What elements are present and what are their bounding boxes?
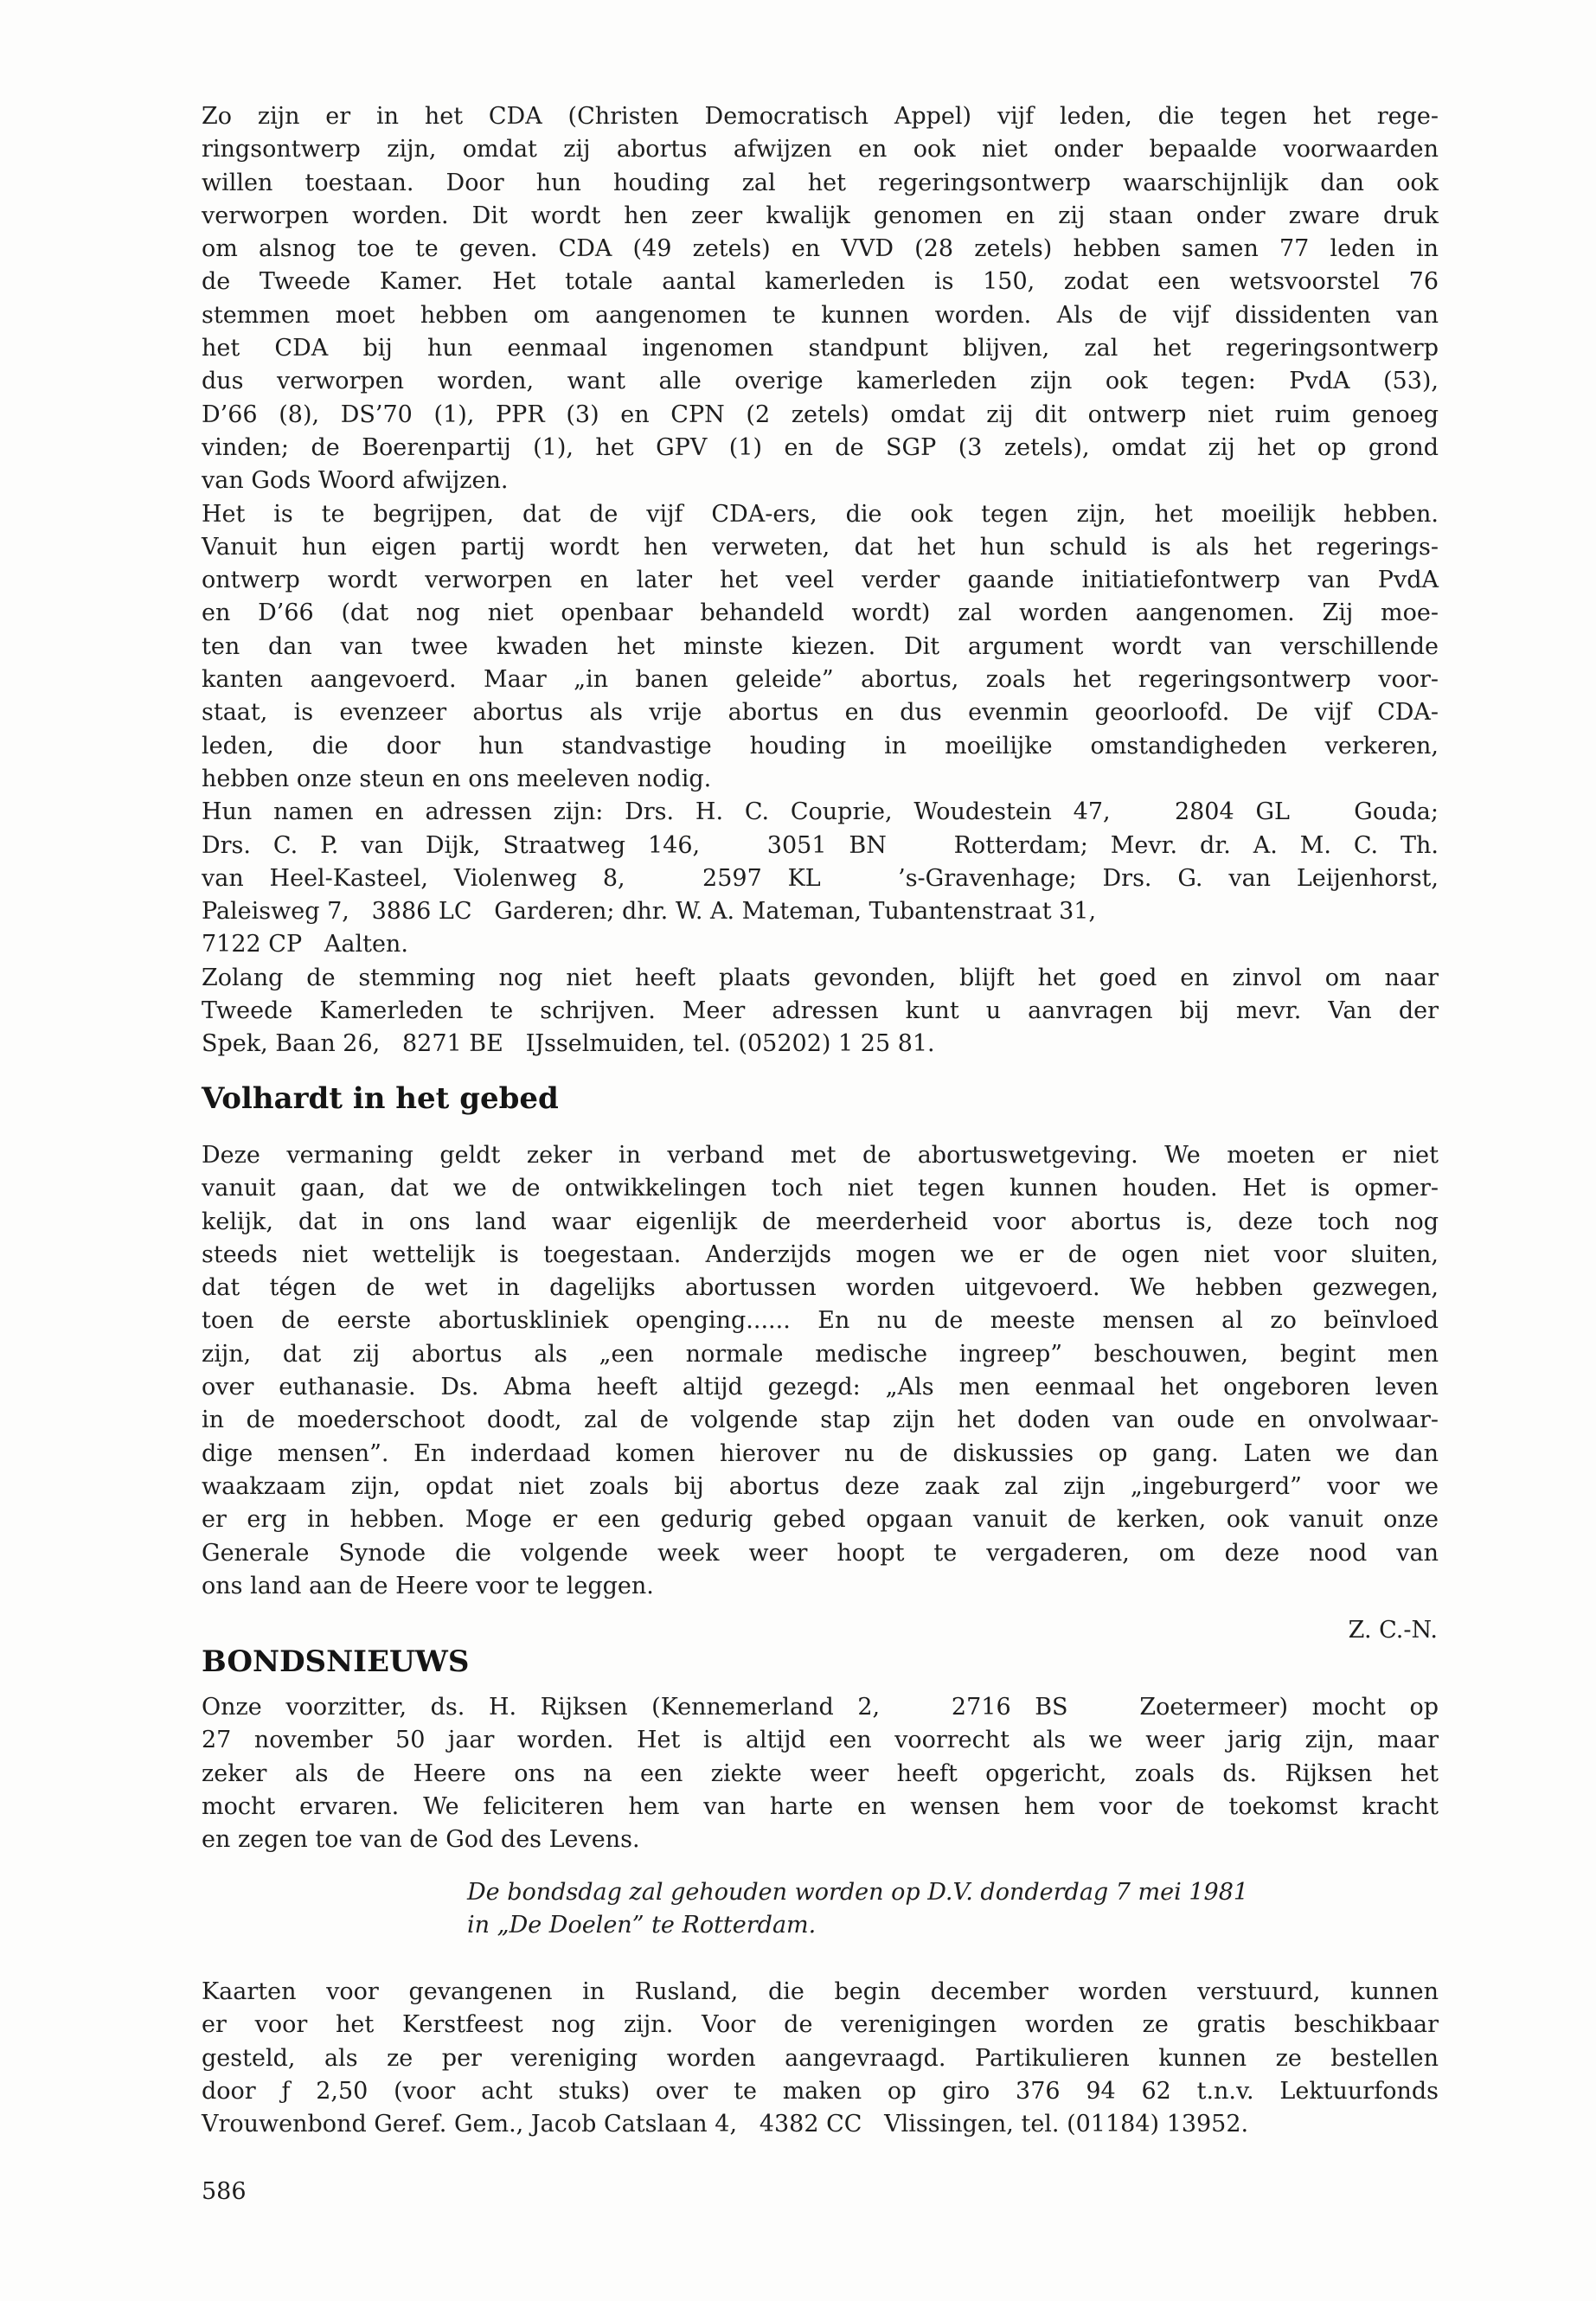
text-line: Generale Synode die volgende week weer hoopt te vergaderen, om deze nood van xyxy=(202,1539,1439,1567)
text-line: ten dan van twee kwaden het minste kiezen. Dit argument wordt van verschillende xyxy=(202,632,1439,660)
text-line: van Gods Woord afwijzen. xyxy=(202,467,509,495)
text-line: toen de eerste abortuskliniek openging...... En nu de meeste mensen al zo beïnvloed xyxy=(202,1307,1439,1335)
text-line: hebben onze steun en ons meeleven nodig. xyxy=(202,765,712,792)
text-line: mocht ervaren. We feliciteren hem van harte en wensen hem voor de toekomst kracht xyxy=(202,1792,1439,1820)
text-line: ontwerp wordt verworpen en later het veel verder gaande initiatiefontwerp van PvdA xyxy=(202,567,1439,594)
page-number: 586 xyxy=(202,2178,247,2205)
volhardt-body xyxy=(202,1139,1439,1603)
text-line: vanuit gaan, dat we de ontwikkelingen toch niet tegen kunnen houden. Het is opmer- xyxy=(202,1175,1439,1202)
text-line: Deze vermaning geldt zeker in verband met de abortuswetgeving. We moeten er niet xyxy=(202,1142,1439,1169)
text-line: Paleisweg 7, 3886 LC Garderen; dhr. W. A. Mateman, Tubantenstraat 31, xyxy=(202,898,1097,926)
text-line: 27 november 50 jaar worden. Het is altijd een voorrecht als we weer jarig zijn, maar xyxy=(202,1727,1439,1754)
text-line: zijn, dat zij abortus als „een normale medische ingreep” beschouwen, begint men xyxy=(202,1340,1439,1368)
text-line: Het is te begrijpen, dat de vijf CDA-ers, die ook tegen zijn, het moeilijk hebben. xyxy=(202,500,1439,528)
text-line: Tweede Kamerleden te schrijven. Meer adressen kunt u aanvragen bij mevr. Van der xyxy=(202,997,1439,1025)
text-line: en zegen toe van de God des Levens. xyxy=(202,1826,640,1854)
text-line: waakzaam zijn, opdat niet zoals bij abortus deze zaak zal zijn „ingeburgerd” voor we xyxy=(202,1472,1439,1500)
text-line: dige mensen”. En inderdaad komen hierover nu de diskussies op gang. Laten we dan xyxy=(202,1439,1439,1467)
text-line: het CDA bij hun eenmaal ingenomen standpunt blijven, zal het regeringsontwerp xyxy=(202,335,1439,362)
text-line: Vanuit hun eigen partij wordt hen verweten, dat het hun schuld is als het regerings- xyxy=(202,533,1439,561)
text-line: Spek, Baan 26, 8271 BE IJsselmuiden, tel. (05202) 1 25 81. xyxy=(202,1030,935,1058)
notice-line: De bondsdag zal gehouden worden op D.V. donderdag 7 mei 1981 xyxy=(467,1879,1249,1906)
text-line: er erg in hebben. Moge er een gedurig gebed opgaan vanuit de kerken, ook vanuit onze xyxy=(202,1506,1439,1534)
text-line: de Tweede Kamer. Het totale aantal kamerleden is 150, zodat een wetsvoorstel 76 xyxy=(202,268,1439,296)
text-line: Onze voorzitter, ds. H. Rijksen (Kennemerland 2, 2716 BS Zoetermeer) mocht op xyxy=(202,1694,1439,1721)
cards-body xyxy=(202,1976,1439,2141)
text-line: kelijk, dat in ons land waar eigenlijk de meerderheid voor abortus is, deze toch nog xyxy=(202,1208,1439,1235)
text-line: Vrouwenbond Geref. Gem., Jacob Catslaan 4, 4382 CC Vlissingen, tel. (01184) 13952. xyxy=(202,2111,1249,2138)
text-line: vinden; de Boerenpartij (1), het GPV (1) en de SGP (3 zetels), omdat zij het op grond xyxy=(202,433,1439,461)
text-line: steeds niet wettelijk is toegestaan. Anderzijds mogen we er de ogen niet voor sluiten, xyxy=(202,1240,1439,1268)
text-line: kanten aangevoerd. Maar „in banen geleide” abortus, zoals het regeringsontwerp voor- xyxy=(202,666,1439,694)
section-heading-volhardt: Volhardt in het gebed xyxy=(202,1081,559,1116)
text-line: Kaarten voor gevangenen in Rusland, die begin december worden verstuurd, kunnen xyxy=(202,1978,1439,2005)
text-line: er voor het Kerstfeest nog zijn. Voor de verenigingen worden ze gratis beschikbaar xyxy=(202,2011,1439,2039)
article-body xyxy=(202,100,1439,1061)
text-line: verworpen worden. Dit wordt hen zeer kwalijk genomen en zij staan onder zware druk xyxy=(202,202,1439,229)
section-heading-bondsnieuws: BONDSNIEUWS xyxy=(202,1644,470,1679)
text-line: door ƒ 2,50 (voor acht stuks) over te maken op giro 376 94 62 t.n.v. Lektuurfonds xyxy=(202,2077,1439,2105)
text-line: staat, is evenzeer abortus als vrije abortus en dus evenmin geoorloofd. De vijf CDA- xyxy=(202,699,1439,727)
text-line: over euthanasie. Ds. Abma heeft altijd gezegd: „Als men eenmaal het ongeboren leven xyxy=(202,1374,1439,1401)
text-line: om alsnog toe te geven. CDA (49 zetels) en VVD (28 zetels) hebben samen 77 leden in xyxy=(202,235,1439,263)
text-line: dus verworpen worden, want alle overige kamerleden zijn ook tegen: PvdA (53), xyxy=(202,368,1439,395)
text-line: stemmen moet hebben om aangenomen te kunnen worden. Als de vijf dissidenten van xyxy=(202,301,1439,329)
text-line: 7122 CP Aalten. xyxy=(202,931,408,958)
bondsnieuws-body xyxy=(202,1691,1439,1856)
text-line: Hun namen en adressen zijn: Drs. H. C. Couprie, Woudestein 47, 2804 GL Gouda; xyxy=(202,798,1439,826)
text-line: in de moederschoot doodt, zal de volgende stap zijn het doden van oude en onvolwaar- xyxy=(202,1407,1439,1434)
text-line: zeker als de Heere ons na een ziekte weer heeft opgericht, zoals ds. Rijksen het xyxy=(202,1759,1439,1787)
text-line: ons land aan de Heere voor te leggen. xyxy=(202,1572,654,1599)
text-line: D’66 (8), DS’70 (1), PPR (3) en CPN (2 zetels) omdat zij dit ontwerp niet ruim genoeg xyxy=(202,401,1439,428)
text-line: Drs. C. P. van Dijk, Straatweg 146, 3051 BN Rotterdam; Mevr. dr. A. M. C. Th. xyxy=(202,831,1439,859)
author-signature: Z. C.-N. xyxy=(1348,1617,1438,1644)
text-line: gesteld, als ze per vereniging worden aangevraagd. Partikulieren kunnen ze bestellen xyxy=(202,2044,1439,2072)
text-line: Zo zijn er in het CDA (Christen Democratisch Appel) vijf leden, die tegen het rege- xyxy=(202,103,1439,130)
notice-line: in „De Doelen” te Rotterdam. xyxy=(467,1912,817,1939)
text-line: Zolang de stemming nog niet heeft plaats gevonden, blijft het goed en zinvol om naar xyxy=(202,964,1439,991)
text-line: ringsontwerp zijn, omdat zij abortus afwijzen en ook niet onder bepaalde voorwaarden xyxy=(202,136,1439,163)
bondsdag-notice xyxy=(467,1876,1419,1943)
text-line: en D’66 (dat nog niet openbaar behandeld wordt) zal worden aangenomen. Zij moe- xyxy=(202,599,1439,627)
text-line: dat tégen de wet in dagelijks abortussen worden uitgevoerd. We hebben gezwegen, xyxy=(202,1274,1439,1302)
text-line: van Heel-Kasteel, Violenweg 8, 2597 KL ’s-Gravenhage; Drs. G. van Leijenhorst, xyxy=(202,864,1439,892)
text-line: willen toestaan. Door hun houding zal het regeringsontwerp waarschijnlijk dan ook xyxy=(202,169,1439,196)
text-line: leden, die door hun standvastige houding in moeilijke omstandigheden verkeren, xyxy=(202,732,1439,760)
